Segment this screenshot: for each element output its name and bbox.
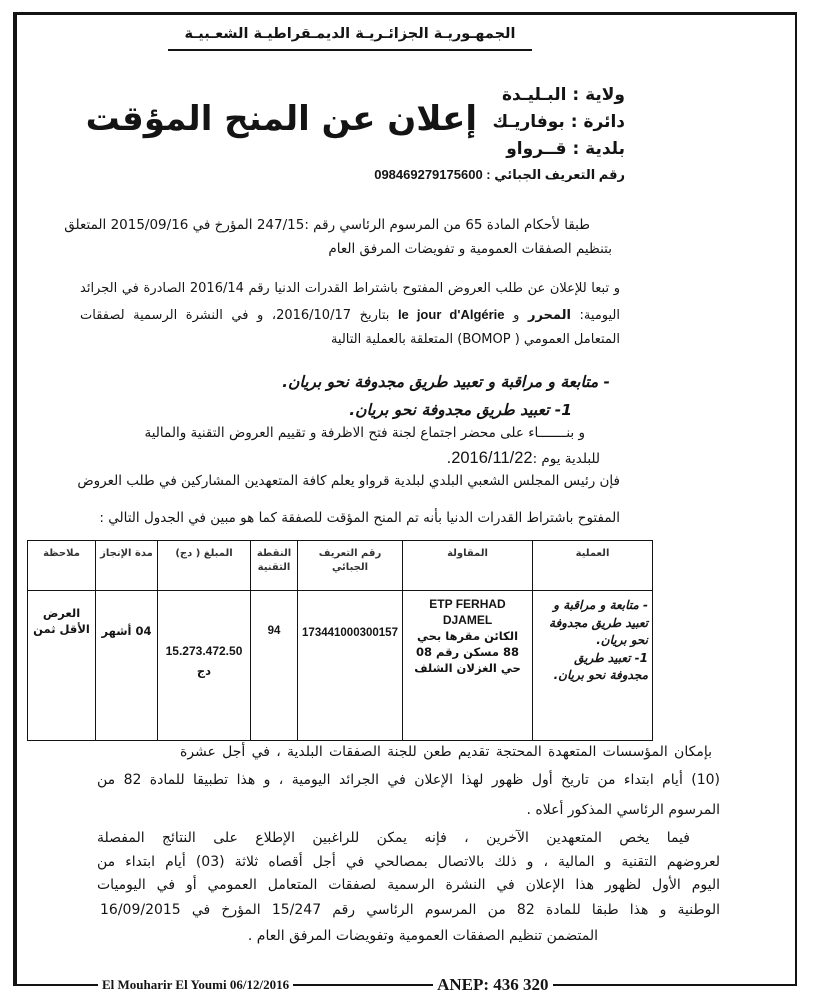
para2-line2-start: اليومية: — [579, 308, 620, 323]
para2-line3: المتعامل العمومي ( BOMOP) المتعلقة بالعملية التالية — [330, 332, 620, 347]
closing2-line2: لعروضهم التقنية و المالية ، و ذلك بالاتصال بمصالحي في أجل أقصاه ثلاثة (03) أيام ابتداء من — [97, 854, 720, 870]
meeting-date: 2016/11/22. — [446, 449, 533, 467]
closing2-line3: اليوم الأول لظهور هذا الإعلان في النشرة الرسمية لصفقات المتعامل العمومي أو في اليوميات — [97, 877, 720, 893]
para2-line2 — [80, 303, 620, 327]
para3-line4: المفتوح باشتراط القدرات الدنيا بأنه تم المنح المؤقت للصفقة كما هو مبين في الجدول التالي : — [99, 510, 620, 526]
header-technical-score: النقطة التقنية — [251, 541, 298, 591]
table-header-row — [28, 541, 653, 591]
para2-conjunction: و — [513, 308, 520, 323]
para2-line2-end: بتاريخ 2016/10/17، و في النشرة الرسمية لصفقات — [80, 308, 390, 323]
operation-line2: 1- تعبيد طريق مجدوفة نحو بريان. — [349, 401, 572, 419]
fiscal-id-line: رقم التعريف الجبائي : 098469279175600 — [374, 167, 625, 182]
footer-rule-middle — [293, 984, 433, 986]
footer-rule-right — [553, 984, 797, 986]
para3-line1: و بنـــــــاء على محضر اجتماع لجنة فتح الاظرفة و تقييم العروض التقنية والمالية — [144, 425, 585, 441]
para1-line2: بتنظيم الصفقات العمومية و تفويضات المرفق العام — [328, 241, 612, 257]
newspaper-name-1: المحرر — [527, 308, 571, 323]
header-amount: المبلغ ( دج) — [158, 541, 251, 591]
cell-amount — [158, 591, 251, 741]
cell-contractor — [403, 591, 533, 741]
closing1-line1: بإمكان المؤسسات المتعهدة المحتجة تقديم طعن للجنة الصفقات البلدية ، في أجل عشرة — [180, 744, 712, 760]
wilaya-line: ولاية : البـليـدة — [501, 85, 625, 105]
footer-newspaper: El Mouharir El Youmi 06/12/2016 — [102, 977, 290, 992]
closing1-line2: (10) أيام ابتداء من تاريخ أول ظهور لهذا الإعلان في الجرائد اليومية ، و هذا تطبيقا للمادة 82 من — [97, 772, 720, 788]
header-operation: العملية — [533, 541, 653, 591]
daira-line: دائرة : بوفاريـك — [492, 112, 625, 132]
footer-anep: ANEP: 436 320 — [437, 975, 549, 994]
commune-line: بلدية : قــرواو — [506, 139, 625, 159]
closing1-line3: المرسوم الرئاسي المذكور أعلاه . — [526, 802, 720, 818]
header-tax-id: رقم التعريف الجبائي — [298, 541, 403, 591]
cell-tax-id: 173441000300157 — [298, 591, 403, 741]
para1-line1: طبقا لأحكام المادة 65 من المرسوم الرئاسي رقم :247/15 المؤرخ في 2015/09/16 المتعلق — [64, 217, 590, 233]
contractor-address: الكائن مقرها بحي 88 مسكن رقم 08 حي الغزلان الشلف — [414, 629, 521, 675]
closing2-line1: فيما يخص المتعهدين الآخرين ، فإنه يمكن للراغبين الإطلاع على النتائج المفصلة — [97, 830, 690, 846]
cell-duration: 04 أشهر — [96, 591, 158, 741]
para2-line1: و تبعا للإعلان عن طلب العروض المفتوح باشتراط القدرات الدنيا رقم 2016/14 الصادرة في الجرائد — [80, 281, 621, 296]
notice-title: إعلان عن المنح المؤقت — [85, 99, 477, 139]
meeting-date-label: للبلدية يوم : — [532, 451, 600, 467]
results-table — [27, 540, 653, 741]
amount-value: 15.273.472.50 — [165, 644, 243, 658]
amount-unit: دج — [196, 664, 212, 678]
header-duration: مدة الإنجاز — [96, 541, 158, 591]
footer — [13, 976, 797, 994]
para3-line3: فإن رئيس المجلس الشعبي البلدي لبلدية قرواو يعلم كافة المتعهدين المشاركين في طلب العروض — [77, 473, 620, 489]
operation-line1: - متابعة و مراقبة و تعبيد طريق مجدوفة نحو بريان. — [282, 373, 610, 391]
closing2-line4: الوطنية و هذا طبقا للمادة 82 من المرسوم الرئاسي رقم 15/247 المؤرخ في 16/09/2015 — [100, 902, 720, 918]
closing2-line5: المتضمن تنظيم الصفقات العمومية وتفويضات المرفق العام . — [247, 928, 598, 944]
contractor-name: ETP FERHAD DJAMEL — [429, 597, 506, 627]
footer-rule-left — [13, 984, 98, 986]
cell-operation-line2: 1- تعبيد طريق مجدوفة نحو بريان. — [553, 650, 648, 682]
republic-header: الجمهـوريـة الجزائـريـة الديمـقراطيـة الشعـبيـة — [168, 21, 532, 51]
para3-line2 — [320, 445, 600, 471]
table-row — [28, 591, 653, 741]
cell-operation — [533, 591, 653, 741]
cell-technical-score: 94 — [251, 591, 298, 741]
newspaper-name-2: le jour d'Algérie — [397, 307, 505, 322]
header-remarks: ملاحظة — [28, 541, 96, 591]
cell-remarks: العرض الأقل ثمن — [28, 591, 96, 741]
cell-operation-line1: - متابعة و مراقبة و تعبيد طريق مجدوفة نحو بريان. — [549, 598, 648, 647]
header-contractor: المقاولة — [403, 541, 533, 591]
